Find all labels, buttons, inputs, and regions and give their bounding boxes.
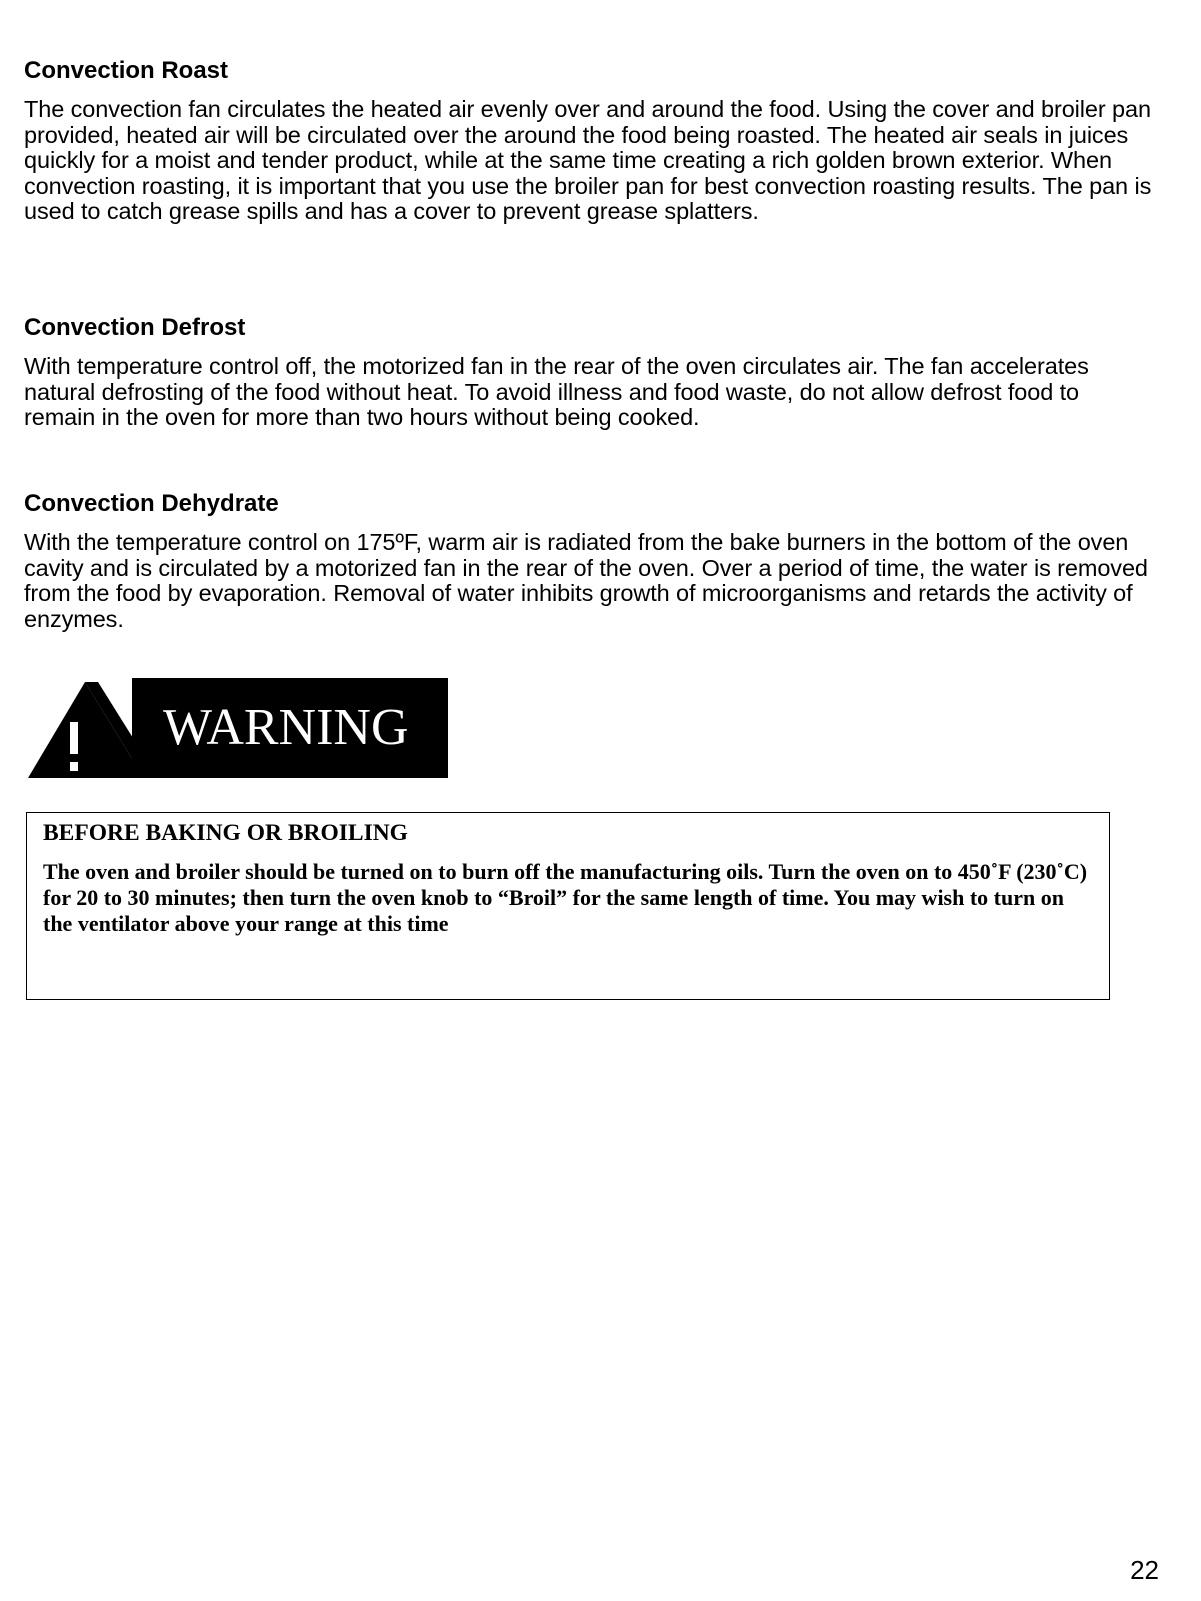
section-convection-dehydrate	[24, 490, 1154, 632]
notice-body: The oven and broiler should be turned on to burn off the manufacturing oils. Turn the oven on to 450˚F (230˚C) for 20 to 30 minutes; then turn the oven knob to “Broil” for the same length of time. You may wish to turn on the ventilator above your range at this time	[43, 859, 1088, 936]
warning-label: WARNING	[163, 699, 409, 756]
section-body: The convection fan circulates the heated air evenly over and around the food. Using the cover and broiler pan provided, heated air will be circulated over the around the food being roasted. The heated air seals in juices quickly for a moist and tender product, while at the same time creating a rich golden brown exterior. When convection roasting, it is important that you use the broiler pan for best convection roasting results. The pan is used to catch grease spills and has a cover to prevent grease splatters.	[24, 96, 1152, 224]
notice-title: BEFORE BAKING OR BROILING	[43, 820, 408, 846]
section-body: With temperature control off, the motorized fan in the rear of the oven circulates air. The fan accelerates natural defrosting of the food without heat. To avoid illness and food waste, do not allow defrost food to remain in the oven for more than two hours without being cooked.	[24, 353, 1089, 430]
warning-banner	[28, 678, 448, 778]
section-title: Convection Defrost	[24, 314, 246, 341]
section-body: With the temperature control on 175ºF, warm air is radiated from the bake burners in the bottom of the oven cavity and is circulated by a motorized fan in the rear of the oven. Over a period of time, the water is removed from the food by evaporation. Removal of water inhibits growth of microorganisms and retards the activity of enzymes.	[24, 529, 1148, 632]
section-convection-roast	[24, 57, 1154, 225]
page-number: 22	[1130, 1555, 1159, 1585]
section-title: Convection Roast	[24, 57, 229, 84]
section-title: Convection Dehydrate	[24, 490, 279, 517]
section-convection-defrost	[24, 314, 1154, 431]
notice-box	[26, 812, 1110, 1000]
